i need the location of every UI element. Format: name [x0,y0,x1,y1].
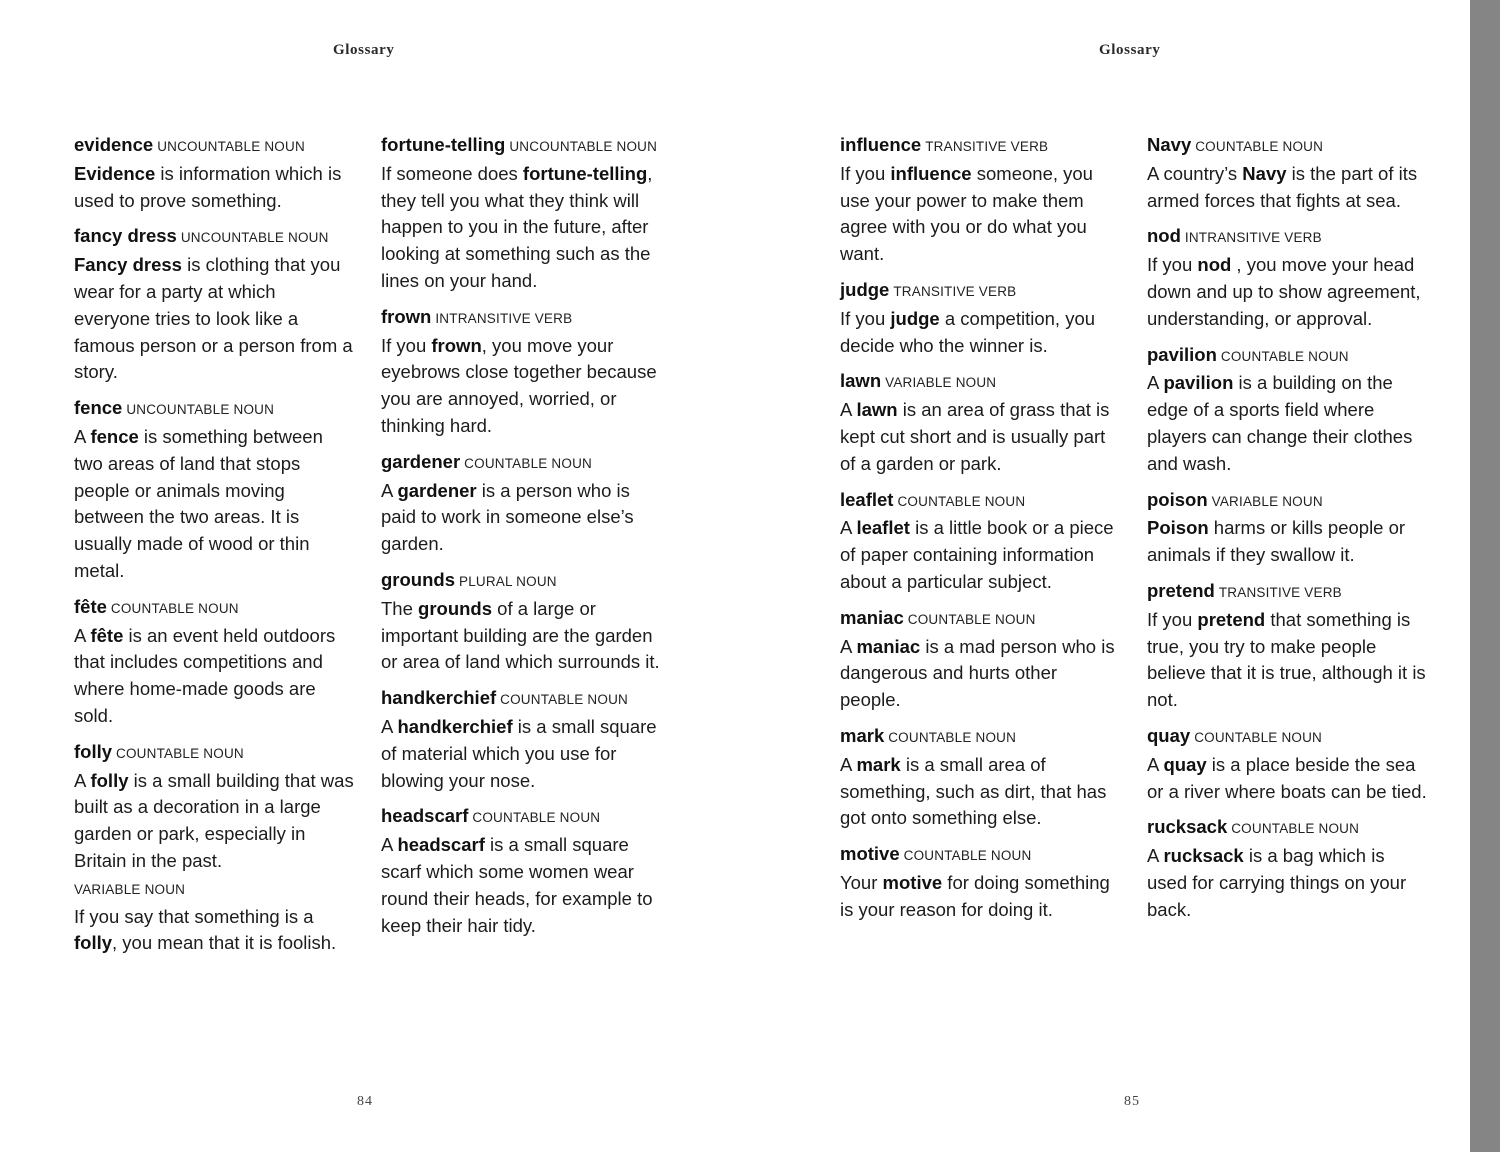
definition-text: is a little book or a piece of paper containing information about a particular subject. [840,517,1114,592]
definition-bold-term: lawn [856,399,898,421]
part-of-speech: UNCOUNTABLE NOUN [157,139,305,154]
part-of-speech: VARIABLE NOUN [74,881,186,897]
glossary-column [1147,132,1429,933]
definition [1147,843,1429,923]
definition-bold-term: folly [74,932,113,954]
glossary-entry [1147,578,1429,714]
glossary-entry [1147,223,1429,332]
glossary-column [840,132,1122,933]
definition-text: A [840,399,857,421]
definition-text: A [381,715,398,737]
definition [840,397,1122,477]
definition-bold-term: pretend [1197,608,1266,630]
glossary-entry [74,223,356,386]
definition-bold-term: gardener [397,479,477,501]
headword: gardener [381,450,461,472]
headword: grounds [381,568,455,590]
definition [74,623,356,730]
definition [381,333,663,440]
entry-heading [1147,132,1429,161]
definition-bold-term: influence [890,162,972,184]
definition-bold-term: rucksack [1163,845,1244,867]
entry-heading [74,594,356,623]
definition-bold-term: quay [1163,753,1207,775]
definition [1147,515,1429,569]
part-of-speech: COUNTABLE NOUN [116,745,244,761]
headword: mark [840,724,885,746]
definition-text: Your [840,871,883,893]
part-of-speech: COUNTABLE NOUN [897,493,1026,509]
definition-text: , you move your head down and up to show agreement, understanding, or approval. [1147,254,1421,329]
definition-text: , you mean that it is foolish. [112,932,337,954]
entry-heading [840,723,1122,752]
part-of-speech: COUNTABLE NOUN [888,729,1017,745]
definition [74,252,356,386]
headword: influence [840,134,922,155]
entry-heading [840,132,1122,161]
entry-sense-heading [74,875,356,904]
definition-text: The [381,597,419,619]
definition-text: is a mad person who is dangerous and hurts other people. [840,635,1115,711]
entry-heading [840,368,1122,397]
glossary-entry [381,449,663,558]
definition [1147,370,1429,477]
glossary-entry [381,685,663,794]
definition-bold-term: nod [1197,254,1232,276]
definition-text: If you [1147,608,1198,630]
part-of-speech: UNCOUNTABLE NOUN [126,402,275,418]
entry-heading [381,304,663,333]
definition [74,768,356,875]
glossary-column [381,132,663,948]
glossary-entry [840,277,1122,359]
part-of-speech: TRANSITIVE VERB [925,139,1049,154]
page-edge-bar [1470,0,1500,1152]
headword: rucksack [1147,816,1228,838]
headword: maniac [840,606,904,628]
headword: poison [1147,488,1208,510]
definition-text: is a building on the edge of a sports field where players can change their clothes and wash. [1147,372,1413,474]
definition-bold-term: pavilion [1163,372,1234,394]
definition [1147,752,1429,806]
entry-heading [840,277,1122,306]
definition [381,478,663,558]
definition-text: that something is true, you try to make people believe that it is true, although it is not. [1147,608,1426,711]
glossary-entry [74,594,356,730]
definition-text: A [74,425,91,447]
entry-heading [1147,342,1429,371]
part-of-speech: COUNTABLE NOUN [464,455,592,471]
part-of-speech: COUNTABLE NOUN [903,848,1032,864]
headword: headscarf [381,805,469,827]
headword: Navy [1147,134,1192,155]
definition-text: is a small square scarf which some women wear round their heads, for example to keep their hair tidy. [381,834,653,936]
headword: motive [840,843,900,865]
definition-bold-term: Evidence [74,162,156,184]
entry-heading [1147,814,1429,843]
definition-bold-term: fête [90,624,124,646]
definition-bold-term: judge [890,307,940,329]
definition [74,424,356,585]
glossary-entry [1147,487,1429,569]
entry-heading [381,132,663,161]
definition [74,161,356,215]
definition-text: If you [840,162,891,184]
definition-bold-term: fortune-telling [522,162,648,184]
definition-text: A [1147,753,1164,775]
headword: fence [74,397,123,419]
headword: evidence [74,134,154,155]
definition [381,161,663,295]
glossary-entry [840,723,1122,832]
entry-heading [74,223,356,252]
part-of-speech: VARIABLE NOUN [1211,493,1323,509]
glossary-entry [1147,132,1429,214]
definition [840,306,1122,360]
definition [840,634,1122,714]
glossary-column [74,132,356,966]
headword: folly [74,740,113,762]
glossary-entry [1147,342,1429,478]
definition-text: A [1147,372,1164,394]
definition-text: is a small square of material which you use for blowing your nose. [381,715,657,791]
definition-text: If you say that something is a [74,905,314,927]
running-head: Glossary [333,42,395,58]
glossary-entry [74,739,356,957]
headword: handkerchief [381,687,497,709]
page-left [0,0,735,1152]
glossary-entry [840,487,1122,596]
page-right [765,0,1470,1152]
headword: frown [381,305,432,327]
part-of-speech: COUNTABLE NOUN [110,600,239,616]
entry-heading [74,132,356,161]
definition-bold-term: motive [882,871,943,893]
definition-text: harms or kills people or animals if they swallow it. [1147,517,1406,566]
glossary-entry [74,132,356,214]
definition-text: If you [1147,254,1198,276]
glossary-entry [74,395,356,585]
definition-text: If you [840,307,891,329]
glossary-entry [381,803,663,939]
glossary-entry [381,567,663,676]
entry-heading [381,567,663,596]
entry-heading [1147,723,1429,752]
definition-text: is clothing that you wear for a party at which everyone tries to look like a famous person or a person from a story. [74,254,353,383]
definition-text: of a large or important building are the garden or area of land which surrounds it. [381,597,660,673]
definition-text: a competition, you decide who the winner is. [840,307,1096,356]
part-of-speech: VARIABLE NOUN [885,375,997,391]
part-of-speech: UNCOUNTABLE NOUN [180,230,329,246]
definition-bold-term: frown [431,334,482,356]
definition-bold-term: Poison [1147,517,1209,539]
definition [840,515,1122,595]
definition [74,904,356,958]
definition-bold-term: Navy [1242,162,1287,184]
entry-heading [840,841,1122,870]
definition-text: is an area of grass that is kept cut short and is usually part of a garden or park. [840,399,1110,474]
definition-bold-term: folly [90,769,129,791]
definition-text: A [74,769,91,791]
running-head: Glossary [1099,42,1161,58]
definition-text: is something between two areas of land that stops people or animals moving between the two areas. It is usually made of wood or thin metal. [74,425,323,581]
definition [381,596,663,676]
definition-text: A [74,624,91,646]
definition-bold-term: maniac [856,635,921,657]
definition-text: , they tell you what they think will happen to you in the future, after looking at something such as the lines on your hand. [381,162,653,291]
entry-heading [840,487,1122,516]
definition-text: someone, you use your power to make them agree with you or do what you want. [840,162,1093,265]
part-of-speech: COUNTABLE NOUN [1220,348,1349,364]
definition-bold-term: handkerchief [397,715,513,737]
definition-text: A [840,753,857,775]
glossary-entry [840,368,1122,477]
headword: fancy dress [74,225,177,247]
entry-heading [381,803,663,832]
entry-heading [840,605,1122,634]
headword: pretend [1147,579,1215,601]
headword: pavilion [1147,343,1217,365]
definition [1147,607,1429,714]
entry-heading [74,395,356,424]
definition-text: A [1147,845,1164,867]
glossary-entry [381,304,663,440]
entry-heading [381,449,663,478]
part-of-speech: COUNTABLE NOUN [500,692,628,708]
definition [381,832,663,939]
part-of-speech: UNCOUNTABLE NOUN [509,139,658,154]
definition-text: is information which is used to prove something. [74,162,342,211]
part-of-speech: INTRANSITIVE VERB [1184,230,1322,246]
headword: fête [74,595,107,617]
entry-heading [381,685,663,714]
part-of-speech: COUNTABLE NOUN [907,611,1036,627]
definition-text: is a bag which is used for carrying things on your back. [1147,845,1407,920]
definition-text: A [381,834,398,856]
part-of-speech: TRANSITIVE VERB [893,283,1017,299]
definition-text: A [381,479,398,501]
definition-bold-term: leaflet [856,517,910,539]
definition-text: is an event held outdoors that includes competitions and where home-made goods are sold. [74,624,336,726]
part-of-speech: TRANSITIVE VERB [1218,584,1342,600]
part-of-speech: COUNTABLE NOUN [1231,821,1360,837]
headword: fortune-telling [381,134,506,155]
definition-text: , you move your eyebrows close together because you are annoyed, worried, or thinking hard. [381,334,657,436]
glossary-entry [381,132,663,295]
definition-text: for doing something is your reason for doing it. [840,871,1110,920]
part-of-speech: COUNTABLE NOUN [1195,139,1324,154]
definition-text: If someone does [381,162,523,184]
part-of-speech: PLURAL NOUN [459,573,557,589]
definition-text: A [840,635,857,657]
headword: quay [1147,724,1191,746]
definition-bold-term: fence [90,425,139,447]
part-of-speech: COUNTABLE NOUN [1194,729,1323,745]
definition-text: is a small building that was built as a decoration in a large garden or park, especially in Britain in the past. [74,769,354,871]
definition [840,752,1122,832]
definition-bold-term: headscarf [397,834,485,856]
definition-text: A [840,517,857,539]
definition-text: If you [381,334,432,356]
definition-text: is a small area of something, such as dirt, that has got onto something else. [840,753,1107,829]
part-of-speech: INTRANSITIVE VERB [435,310,573,326]
definition-bold-term: mark [856,753,901,775]
definition [840,161,1122,268]
definition [381,714,663,794]
definition-text: is a person who is paid to work in someone else’s garden. [381,479,634,555]
headword: leaflet [840,488,894,510]
headword: lawn [840,370,882,392]
headword: judge [840,278,890,300]
page-number: 84 [357,1094,373,1109]
definition-text: is the part of its armed forces that fights at sea. [1147,162,1418,211]
glossary-entry [840,841,1122,923]
definition [1147,161,1429,215]
glossary-entry [840,132,1122,268]
headword: nod [1147,225,1181,247]
glossary-entry [1147,723,1429,805]
entry-heading [1147,223,1429,252]
glossary-entry [840,605,1122,714]
definition-bold-term: grounds [418,597,493,619]
glossary-entry [1147,814,1429,923]
part-of-speech: COUNTABLE NOUN [472,810,601,826]
definition [840,870,1122,924]
entry-heading [74,739,356,768]
entry-heading [1147,578,1429,607]
definition-bold-term: Fancy dress [74,254,182,276]
definition-text: A country’s [1147,162,1243,184]
definition-text: is a place beside the sea or a river where boats can be tied. [1147,753,1427,802]
page-number: 85 [1124,1094,1140,1109]
definition [1147,252,1429,332]
entry-heading [1147,487,1429,516]
